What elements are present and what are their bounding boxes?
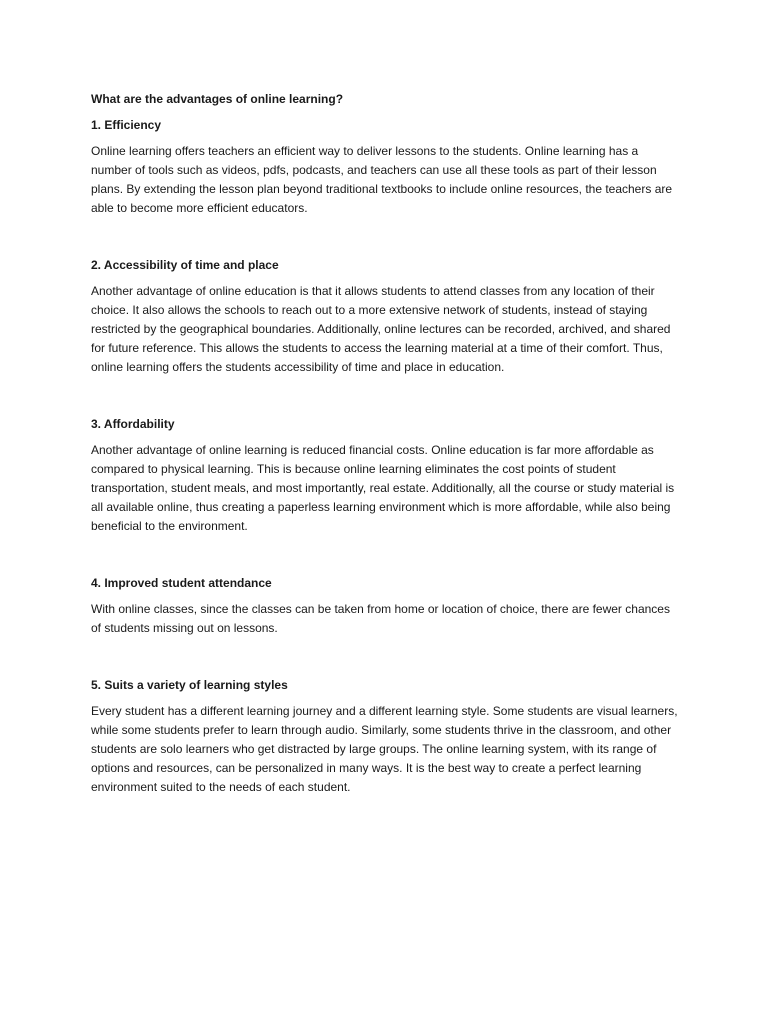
section-paragraph: With online classes, since the classes can be taken from home or location of choice, there are fewer chances of students missing out on lessons.: [91, 602, 670, 635]
section-learning-styles: [91, 676, 681, 797]
section-heading: 2. Accessibility of time and place: [91, 258, 279, 272]
section-heading: 3. Affordability: [91, 417, 175, 431]
section-paragraph: Another advantage of online learning is reduced financial costs. Online education is far more affordable as compared to physical learning. This is because online learning eliminates the cost points of student transportation, student meals, and most importantly, real estate. Additionally, all the course or study material is all available online, thus creating a paperless learning environment which is more affordable, while also being beneficial to the environment.: [91, 443, 675, 533]
section-accessibility: [91, 256, 681, 377]
section-attendance: [91, 574, 681, 638]
section-heading: 1. Efficiency: [91, 118, 162, 132]
page-title: What are the advantages of online learning?: [91, 92, 344, 106]
section-paragraph: Every student has a different learning journey and a different learning style. Some students are visual learners, while some students prefer to learn through audio. Similarly, some students thrive in the classroom, and other students are solo learners who get distracted by large groups. The online learning system, with its range of options and resources, can be personalized in many ways. It is the best way to create a perfect learning environment suited to the needs of each student.: [91, 704, 678, 794]
section-heading: 4. Improved student attendance: [91, 576, 272, 590]
section-affordability: [91, 415, 681, 536]
document-body: [91, 90, 681, 835]
section-efficiency: [91, 116, 681, 218]
section-paragraph: Another advantage of online education is that it allows students to attend classes from any location of their choice. It also allows the schools to reach out to a more extensive network of students, instead of staying restricted by the geographical boundaries. Additionally, online lectures can be recorded, archived, and shared for future reference. This allows the students to access the learning material at a time of their comfort. Thus, online learning offers the students accessibility of time and place in education.: [91, 284, 671, 374]
section-paragraph: Online learning offers teachers an efficient way to deliver lessons to the students. Online learning has a number of tools such as videos, pdfs, podcasts, and teachers can use all these tools as part of their lesson plans. By extending the lesson plan beyond traditional textbooks to include online resources, the teachers are able to become more efficient educators.: [91, 144, 673, 215]
section-heading: 5. Suits a variety of learning styles: [91, 678, 288, 692]
